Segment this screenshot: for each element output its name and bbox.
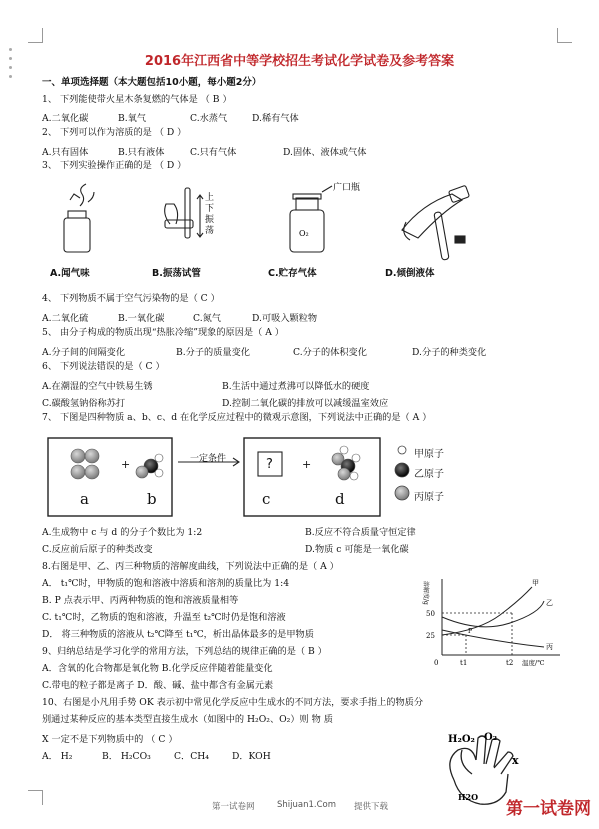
q9-line-cd: C.带电的粒子都是离子 D．酸、碱、盐中都含有金属元素 (42, 680, 274, 691)
q10-line-2: 别通过某种反应的基本类型直接生成水（如图中的 H₂O₂、O₂）则 物 质 (42, 714, 333, 725)
shake-text-2: 下 (205, 204, 215, 214)
q6-line-c: C.碳酸氢钠俗称苏打 (42, 398, 126, 409)
letter-b: b (147, 490, 157, 508)
chart-ylabel: 溶解度/g (422, 581, 429, 605)
unknown-mark: ? (266, 457, 273, 472)
chart-xlabel: 温度/℃ (522, 659, 545, 667)
molecule-b (136, 454, 163, 478)
series-label-yi: 乙 (546, 599, 553, 607)
q1-option-d: D.稀有气体 (252, 113, 299, 124)
chart-xtick-t2: t2 (506, 659, 514, 667)
curve-yi (442, 601, 544, 627)
q6-stem: 6、 下列说法错误的是（ C ） (42, 361, 165, 372)
q8-line-0: 8.右图是甲、乙、丙三种物质的溶解度曲线，下列说法中正确的是（ A ） (42, 561, 339, 572)
q8-line-d: D． 将三种物质的溶液从 t₂℃降至 t₁℃，析出晶体最多的是甲物质 (42, 629, 314, 640)
q4-option-b: B.一氧化碳 (118, 313, 165, 324)
q3-label-a: A.闻气味 (50, 268, 90, 279)
q7-option-d: D.物质 c 可能是一氧化碳 (305, 544, 409, 555)
q3-label-b: B.振荡试管 (152, 268, 201, 279)
q7-option-b: B.反应不符合质量守恒定律 (305, 527, 416, 538)
site-logo: 第一试卷网 (506, 799, 591, 819)
q6-line-b: B.生活中通过煮沸可以降低水的硬度 (222, 381, 370, 392)
q1-option-b: B.氧气 (118, 113, 147, 124)
q9-stem: 9、归纳总结是学习化学的常用方法，下列总结的规律正确的是（ B ） (42, 646, 327, 657)
letter-d: d (335, 490, 345, 508)
q9-line-ab: A．含氧的化合物都是氧化物 B.化学反应伴随着能量变化 (42, 663, 273, 674)
q4-option-d: D.可吸入颗粒物 (252, 313, 318, 324)
q10-line-1: 10、右图是小凡用手势 OK 表示初中常见化学反应中生成水的不同方法，要求手指上的物质分 (42, 697, 424, 708)
q2-option-b: B.只有液体 (118, 147, 165, 158)
q5-stem: 5、 由分子构成的物质出现“热胀冷缩”现象的原因是（ A ） (42, 327, 284, 338)
q2-option-d: D.固体、液体或气体 (283, 147, 367, 158)
test-tube-figure (165, 188, 203, 238)
q4-option-c: C.氮气 (193, 313, 221, 324)
q6-line-a: A.在潮湿的空气中铁易生锈 (42, 381, 153, 392)
section-heading: 一、单项选择题（本大题包括10小题，每小题2分） (42, 77, 262, 88)
series-label-bing: 丙 (546, 643, 553, 651)
hand-x: x (512, 754, 519, 767)
q5-option-a: A.分子间的间隔变化 (42, 347, 126, 358)
hand-o2: O₂ (484, 732, 498, 743)
shake-text-3: 振 (205, 215, 215, 225)
footer-site: 第一试卷网 (212, 802, 255, 812)
q1-option-c: C.水蒸气 (190, 113, 228, 124)
footer-download: 提供下载 (354, 802, 389, 812)
letter-a: a (80, 490, 89, 508)
letter-c: c (262, 490, 271, 508)
atom-legend (395, 446, 409, 500)
footer-url[interactable]: Shijuan1.Com (277, 800, 337, 810)
q3-figures (40, 178, 480, 266)
corner-mark-tr (557, 28, 572, 43)
legend-label-2: 乙原子 (414, 469, 444, 480)
q7-stem: 7、 下图是四种物质 a、b、c、d 在化学反应过程中的微观示意图，下列说法中正确的是（ A ） (42, 412, 432, 423)
q2-option-c: C.只有气体 (190, 147, 237, 158)
chart-ytick-50: 50 (426, 610, 435, 618)
legend-label-1: 甲原子 (414, 449, 444, 460)
corner-mark-tl (28, 28, 43, 43)
chart-origin: 0 (434, 659, 439, 667)
q1-stem: 1、 下列能使带火星木条复燃的气体是 （ B ） (42, 94, 232, 105)
bottle-label: 广口瓶 (333, 183, 361, 193)
q7-option-a: A.生成物中 c 与 d 的分子个数比为 1:2 (42, 527, 203, 538)
series-label-jia: 甲 (532, 579, 539, 587)
q6-line-d: D.控制二氧化碳的排放可以减缓温室效应 (222, 398, 389, 409)
q10-option-d: D．KOH (232, 751, 271, 762)
hand-h2o: H2O (458, 792, 479, 802)
q5-option-d: D.分子的种类变化 (412, 347, 487, 358)
molecule-a (71, 449, 99, 479)
curve-jia (442, 587, 532, 635)
q4-stem: 4、 下列物质不属于空气污染物的是（ C ） (42, 293, 220, 304)
condition-text: 一定条件 (190, 454, 227, 464)
q3-label-c: C.贮存气体 (268, 268, 317, 279)
plus-sign-1: + (121, 458, 131, 471)
q5-option-c: C.分子的体积变化 (293, 347, 367, 358)
q3-stem: 3、 下列实验操作正确的是 （ D ） (42, 160, 187, 171)
q8-line-a: A． t₁℃时，甲物质的饱和溶液中溶质和溶剂的质量比为 1:4 (42, 578, 290, 589)
q8-line-c: C. t₁℃时，乙物质的饱和溶液，升温至 t₂℃时仍是饱和溶液 (42, 612, 286, 623)
jar-figure (64, 184, 94, 252)
o2-label: O₂ (299, 229, 309, 238)
gas-bottle-figure (290, 186, 332, 252)
q10-option-a: A． H₂ (42, 751, 73, 762)
exam-title: 2016年江西省中等学校招生考试化学试卷及参考答案 (144, 54, 455, 69)
q10-option-b: B． H₂CO₃ (102, 751, 151, 762)
point-p: P (468, 628, 473, 635)
q7-option-c: C.反应前后原子的种类改变 (42, 544, 153, 555)
q10-line-3: X 一定不是下列物质中的 （ C ） (42, 734, 178, 745)
chart-xtick-t1: t1 (460, 659, 468, 667)
shake-text-4: 荡 (205, 226, 215, 236)
solubility-chart (420, 575, 570, 670)
q1-option-a: A.二氧化碳 (42, 113, 89, 124)
q5-option-b: B.分子的质量变化 (176, 347, 250, 358)
q8-line-b: B. P 点表示甲、丙两种物质的饱和溶液质量相等 (42, 595, 239, 606)
pouring-figure (402, 185, 470, 260)
plus-sign-2: + (302, 458, 312, 471)
q2-stem: 2、 下列可以作为溶质的是 （ D ） (42, 127, 187, 138)
q2-option-a: A.只有固体 (42, 147, 89, 158)
shake-text-1: 上 (205, 193, 215, 203)
q10-option-c: C．CH₄ (174, 751, 209, 762)
corner-mark-bl (28, 790, 43, 805)
legend-label-3: 丙原子 (414, 492, 444, 503)
chart-ytick-25: 25 (426, 632, 435, 640)
hand-h2o2: H₂O₂ (448, 734, 475, 745)
q4-option-a: A.二氧化硫 (42, 313, 89, 324)
q3-label-d: D.倾倒液体 (385, 268, 435, 279)
molecule-d (332, 446, 360, 480)
